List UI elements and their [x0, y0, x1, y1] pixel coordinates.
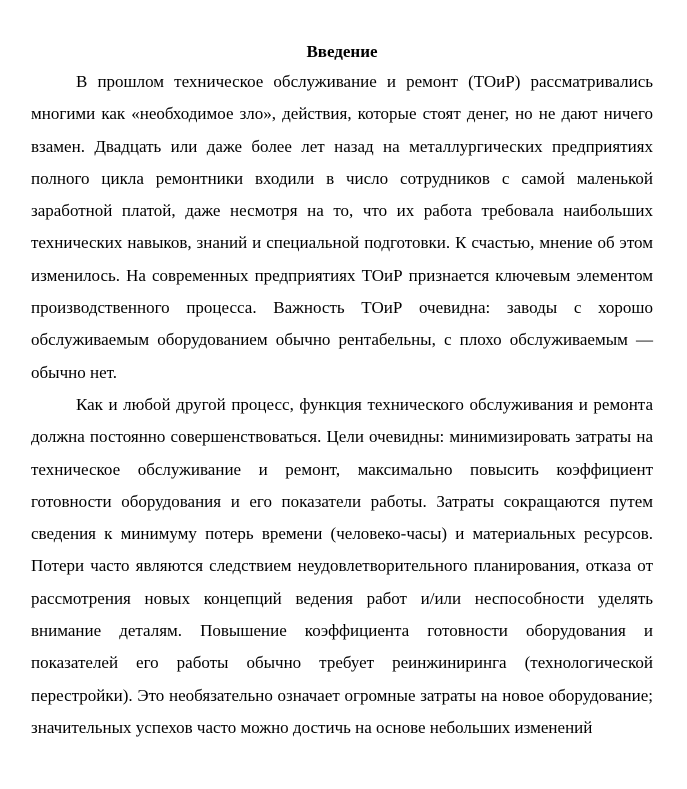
document-title: Введение	[306, 42, 378, 61]
paragraph-1: В прошлом техническое обслуживание и ремонт (ТОиР) рассматривались многими как «необходимое зло», действия, которые стоят денег, но не дают ничего взамен. Двадцать или даже более лет назад на металлургических предприятиях полного цикла ремонтники входили в число сотрудников с самой маленькой заработной платой, даже несмотря на то, что их работа требовала наибольших технических навыков, знаний и специальной подготовки. К счастью, мнение об этом изменилось. На современных предприятиях ТОиР признается ключевым элементом производственного процесса. Важность ТОиР очевидна: заводы с хорошо обслуживаемым оборудованием обычно рентабельны, с плохо обслуживаемым — обычно нет.	[31, 72, 653, 382]
document-body	[31, 38, 653, 744]
paragraph-2: Как и любой другой процесс, функция технического обслуживания и ремонта должна постоянно совершенствоваться. Цели очевидны: минимизировать затраты на техническое обслуживание и ремонт, максимально повысить коэффициент готовности оборудования и его показатели работы. Затраты сокращаются путем сведения к минимуму потерь времени (человеко-часы) и материальных ресурсов. Потери часто являются следствием неудовлетворительного планирования, отказа от рассмотрения новых концепций ведения работ и/или неспособности уделять внимание деталям. Повышение коэффициента готовности оборудования и показателей его работы обычно требует реинжиниринга (технологической перестройки). Это необязательно означает огромные затраты на новое оборудование; значительных успехов часто можно достичь на основе небольших изменений	[31, 394, 653, 737]
